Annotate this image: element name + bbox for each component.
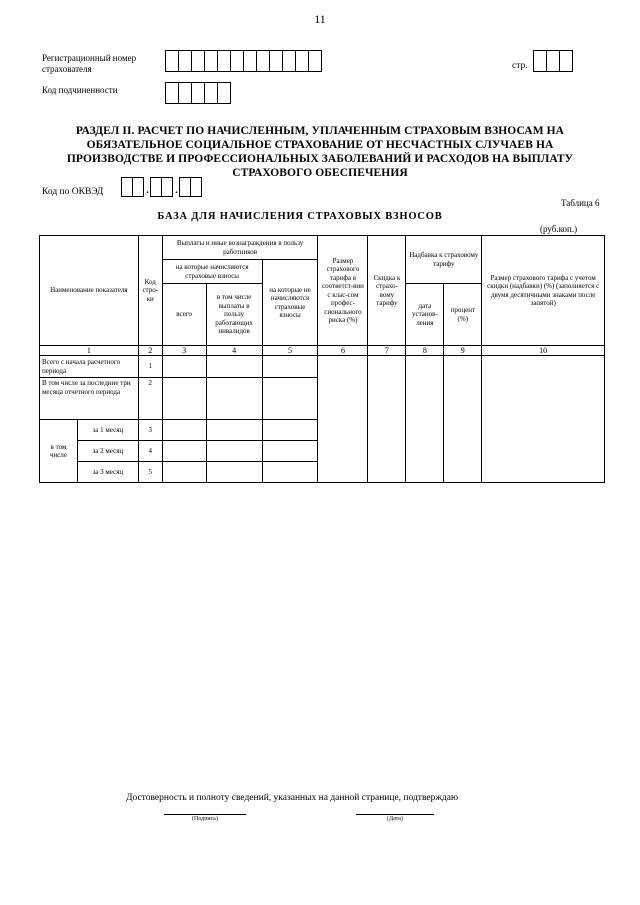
row-label: за 2 месяц xyxy=(77,441,138,462)
base-table xyxy=(39,235,605,483)
cell-input[interactable] xyxy=(262,462,318,483)
cell-input[interactable] xyxy=(206,462,262,483)
cell-input[interactable] xyxy=(368,356,406,483)
cell-input[interactable] xyxy=(162,356,206,378)
sub-code-label: Код подчиненности xyxy=(42,85,118,95)
cell-input[interactable] xyxy=(206,356,262,378)
reg-number-label: Регистрационный номер страхователя xyxy=(42,53,137,74)
header-total: всего xyxy=(162,284,206,346)
signature-line[interactable] xyxy=(164,814,246,815)
cell-input[interactable] xyxy=(406,356,444,483)
cell-input[interactable] xyxy=(162,462,206,483)
row-label: за 1 месяц xyxy=(77,420,138,441)
cell-input[interactable] xyxy=(162,420,206,441)
header-code: Код стро-ки xyxy=(138,236,162,346)
header-percent: процент (%) xyxy=(444,284,482,346)
header-surcharge: Надбавка к страховому тарифу xyxy=(406,236,482,284)
header-tariff: Размер страхового тарифа в соответст-вии с клас-сом профес-сионального риска (%) xyxy=(318,236,368,346)
row-code: 3 xyxy=(138,420,162,441)
page-label: стр. xyxy=(512,61,528,71)
cell-input[interactable] xyxy=(206,441,262,462)
cell-input[interactable] xyxy=(262,420,318,441)
row-code: 5 xyxy=(138,462,162,483)
okved-boxes[interactable]: . . xyxy=(121,177,202,197)
header-discount: Скидка к страхо-вому тарифу xyxy=(368,236,406,346)
header-final-tariff: Размер страхового тарифа с учетом скидки (надбавки) (%) (заполняется с двумя десятичными знаками после запятой) xyxy=(482,236,605,346)
okved-label: Код по ОКВЭД xyxy=(42,187,104,197)
date-line[interactable] xyxy=(356,814,434,815)
row-code: 1 xyxy=(138,356,162,378)
table-row xyxy=(40,356,605,378)
row-label: В том числе за последние три месяца отчетного периода xyxy=(40,378,139,420)
cell-input[interactable] xyxy=(262,378,318,420)
row-code: 4 xyxy=(138,441,162,462)
header-payments: Выплаты и иные вознаграждения в пользу работников xyxy=(162,236,318,260)
cell-input[interactable] xyxy=(262,441,318,462)
table-number: Таблица 6 xyxy=(561,198,600,208)
column-numbers-row: 1 2 3 4 5 6 7 8 9 10 xyxy=(40,346,605,356)
table-caption: БАЗА ДЛЯ НАЧИСЛЕНИЯ СТРАХОВЫХ ВЗНОСОВ xyxy=(157,211,443,222)
cell-input[interactable] xyxy=(262,356,318,378)
cell-input[interactable] xyxy=(162,441,206,462)
cell-input[interactable] xyxy=(162,378,206,420)
reg-number-boxes[interactable] xyxy=(165,50,322,72)
header-name: Наименование показателя xyxy=(40,236,139,346)
incl-label: в том числе xyxy=(40,420,78,483)
date-label: (Дата) xyxy=(387,816,403,822)
header-disabled: в том числе выплаты в пользу работающих инвалидов xyxy=(206,284,262,346)
cell-input[interactable] xyxy=(206,420,262,441)
header-subject: на которые начисляются страховые взносы xyxy=(162,260,262,284)
confirm-text: Достоверность и полноту сведений, указанных на данной странице, подтверждаю xyxy=(126,793,459,803)
cell-input[interactable] xyxy=(318,356,368,483)
signature-label: (Подпись) xyxy=(191,816,219,822)
cell-input[interactable] xyxy=(482,356,605,483)
section-title: РАЗДЕЛ II. РАСЧЕТ ПО НАЧИСЛЕННЫМ, УПЛАЧЕННЫМ СТРАХОВЫМ ВЗНОСАМ НА ОБЯЗАТЕЛЬНОЕ СОЦИАЛЬНОЕ СТРАХОВАНИЕ ОТ НЕСЧАСТНЫХ СЛУЧАЕВ НА ПРОИЗВОДСТВЕ И ПРОФЕССИОНАЛЬНЫХ ЗАБОЛЕВАНИЙ И РАСХОДОВ НА ВЫПЛАТУ СТРАХОВОГО ОБЕСПЕЧЕНИЯ xyxy=(66,125,574,179)
page-number-boxes[interactable] xyxy=(533,50,573,72)
header-date: дата установ-ления xyxy=(406,284,444,346)
cell-input[interactable] xyxy=(444,356,482,483)
page-number: 11 xyxy=(314,12,326,26)
sub-code-boxes[interactable] xyxy=(165,82,231,104)
row-label: за 3 месяц xyxy=(77,462,138,483)
units-label: (руб.коп.) xyxy=(540,224,578,234)
row-code: 2 xyxy=(138,378,162,420)
header-not-subject: на которые не начисляются страховые взносы xyxy=(262,260,318,346)
cell-input[interactable] xyxy=(206,378,262,420)
row-label: Всего с начала расчетного периода xyxy=(40,356,139,378)
